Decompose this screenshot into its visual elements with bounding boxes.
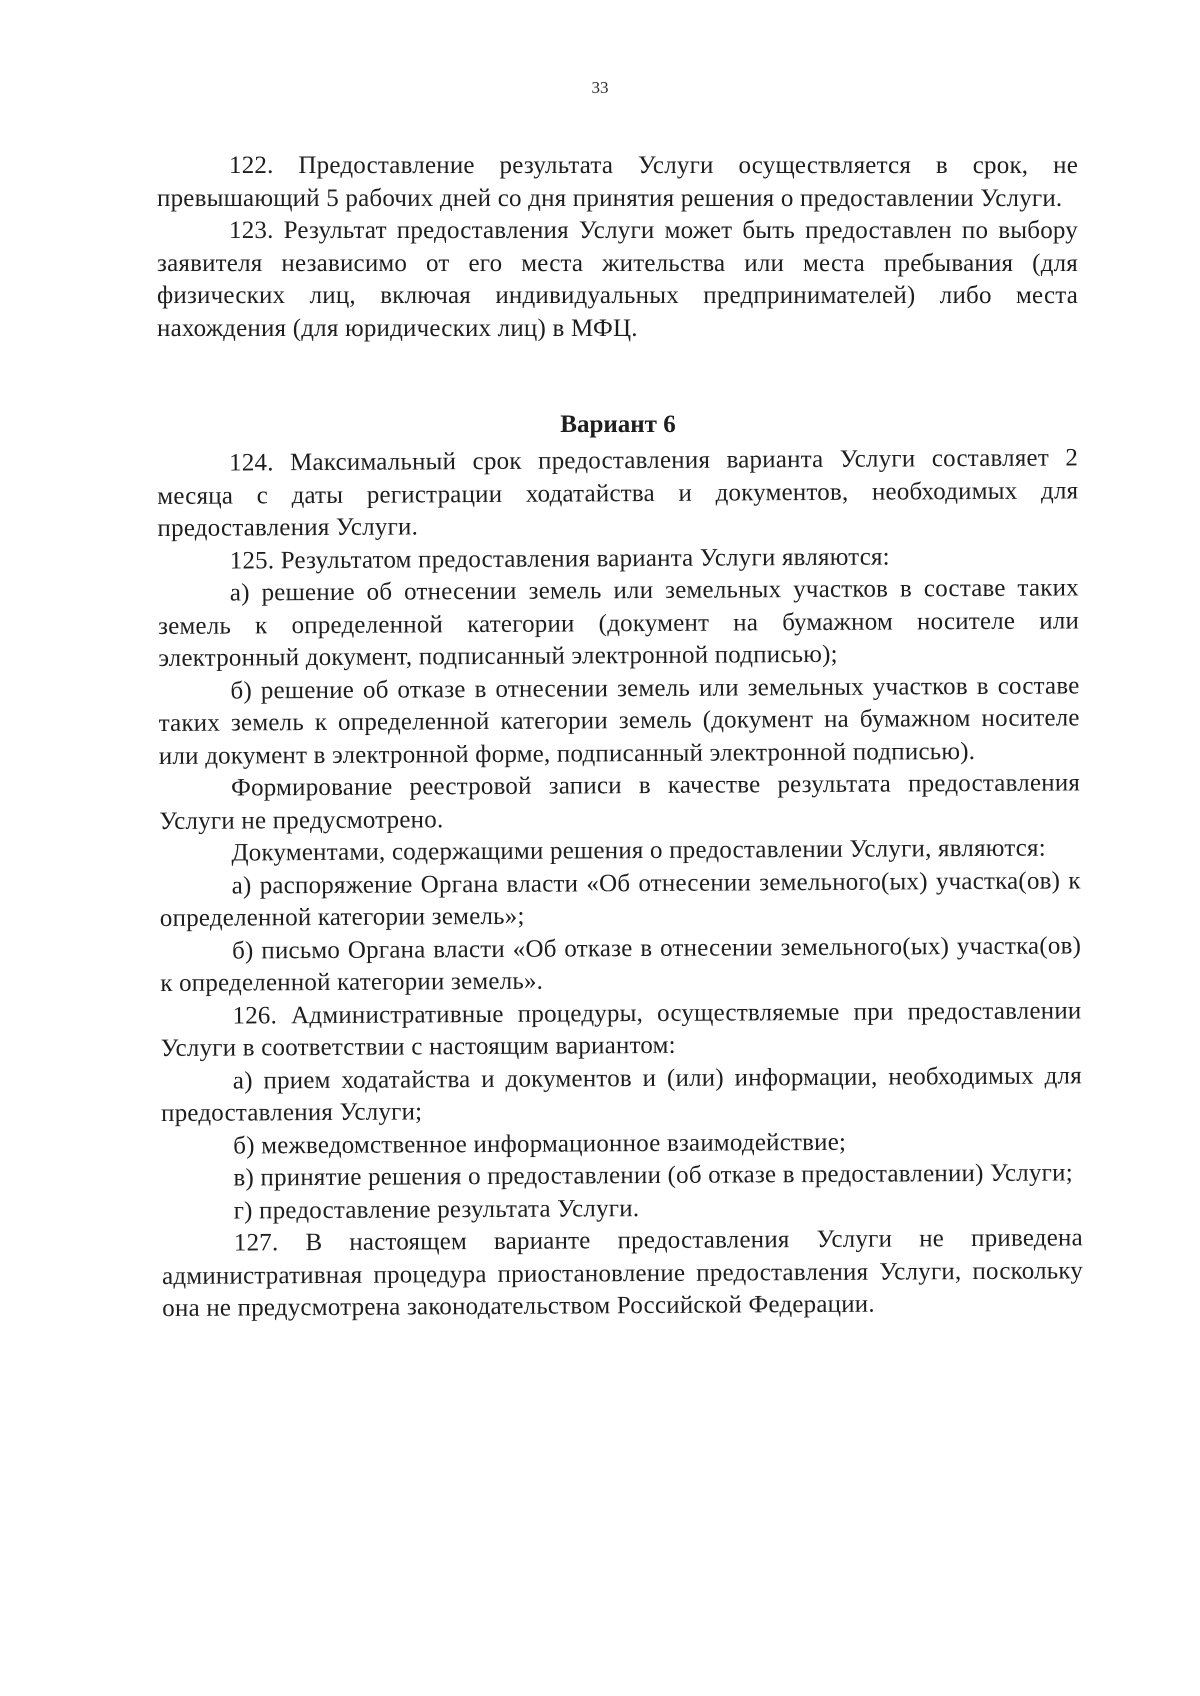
paragraph-documents-b: б) письмо Органа власти «Об отказе в отнесении земельного(ых) участка(ов) к определенной категории земель». — [160, 931, 1082, 997]
paragraph-registry-note: Формирование реестровой записи в качестве результата предоставления Услуги не предусмотрено. — [159, 769, 1081, 835]
paragraph-126-a: а) прием ходатайства и документов и (или) информации, необходимых для предоставления Услуги; — [160, 1061, 1082, 1127]
paragraph-125: 125. Результатом предоставления варианта Услуги являются: — [229, 543, 890, 575]
paragraph-124: 124. Максимальный срок предоставления варианта Услуги составляет 2 месяца с даты регистрации ходатайства и документов, необходимых для предоставления Услуги. — [157, 444, 1079, 542]
page-number: 33 — [591, 78, 609, 97]
paragraph-documents-intro: Документами, содержащими решения о предоставлении Услуги, являются: — [231, 834, 1046, 867]
paragraph-126-v: в) принятие решения о предоставлении (об отказе в предоставлении) Услуги; — [233, 1159, 1073, 1192]
paragraph-126: 126. Административные процедуры, осуществляемые при предоставлении Услуги в соответствии с настоящим вариантом: — [160, 996, 1082, 1062]
paragraph-127: 127. В настоящем варианте предоставления Услуги не приведена административная процедура приостановление предоставления Услуги, поскольку она не предусмотрена законодательством Российской Федерации. — [161, 1224, 1084, 1322]
paragraph-126-g: г) предоставление результата Услуги. — [233, 1194, 640, 1225]
paragraph-documents-a: а) распоряжение Органа власти «Об отнесении земельного(ых) участка(ов) к определенной категории земель»; — [159, 866, 1081, 932]
paragraph-126-b: б) межведомственное информационное взаимодействие; — [233, 1128, 847, 1160]
paragraph-122: 122. Предоставление результата Услуги осуществляется в срок, не превышающий 5 рабочих дней со дня принятия решения о предоставлении Услуги. — [157, 152, 1078, 212]
text-block-intro — [157, 150, 1078, 345]
paragraph-125-b: б) решение об отказе в отнесении земель или земельных участков в составе таких земель к определенной категории земель (документ на бумажном носителе или документ в электронной форме, подписанный электронной подписью). — [158, 671, 1080, 770]
paragraph-125-a: а) решение об отнесении земель или земельных участков в составе таких земель к определенной категории (документ на бумажном носителе или электронный документ, подписанный электронной подписью); — [158, 574, 1080, 672]
section-heading: Вариант 6 — [560, 411, 676, 438]
paragraph-123: 123. Результат предоставления Услуги может быть предоставлен по выбору заявителя независимо от его места жительства или места пребывания (для физических лиц, включая индивидуальных предпринимателей) либо места нахождения (для юридических лиц) в МФЦ. — [157, 217, 1078, 342]
text-block-variant-6 — [157, 442, 1083, 1325]
